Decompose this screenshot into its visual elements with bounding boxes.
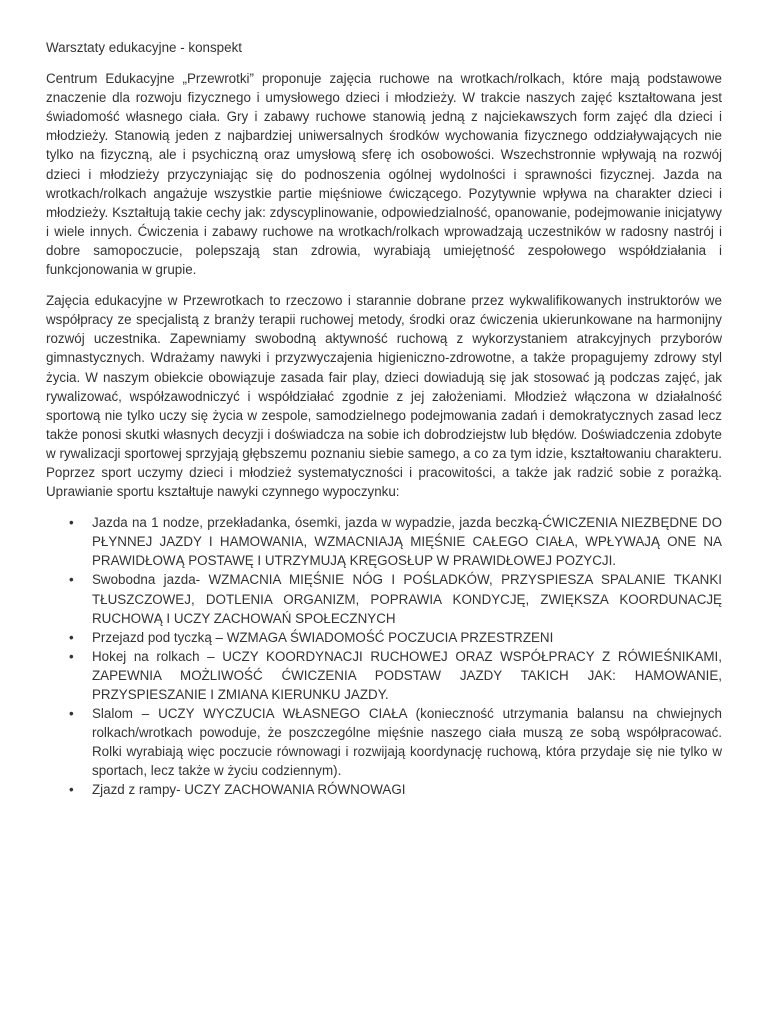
list-item-text: Slalom – UCZY WYCZUCIA WŁASNEGO CIAŁA (konieczność utrzymania balansu na chwiejnych rolkach/wrotkach powoduje, że poszczególne mięśnie naszego ciała muszą ze sobą współpracować. Rolki wyrabiają więc poczucie równowagi i rozwijają koordynację ruchową, która przydaje się nie tylko w sportach, lecz także w życiu codziennym). [92,706,722,779]
exercise-list [46,513,722,799]
classes-paragraph: Zajęcia edukacyjne w Przewrotkach to rzeczowo i starannie dobrane przez wykwalifikowanych instruktorów we współpracy ze specjalistą z branży terapii ruchowej metody, środki oraz ćwiczenia ukierunkowane na harmonijny rozwój uczestnika. Zapewniamy swobodną aktywność ruchową z wykorzystaniem atrakcyjnych przyborów gimnastycznych. Wdrażamy nawyki i przyzwyczajenia higieniczno-zdrowotne, a także propagujemy zdrowy styl życia. W naszym obiekcie obowiązuje zasada fair play, dzieci dowiadują się jak stosować ją podczas zajęć, jak rywalizować, współzawodniczyć i współdziałać zgodnie z jej założeniami. Młodzież włączona w działalność sportową nie tylko uczy się życia w zespole, samodzielnego podejmowania zadań i demokratycznych zasad lecz także ponosi skutki własnych decyzji i doświadcza na sobie ich dobrodziejstw lub błędów. Doświadczenia zdobyte w rywalizacji sportowej sprzyjają głębszemu poznaniu siebie samego, a co za tym idzie, kształtowaniu charakteru. Poprzez sport uczymy dzieci i młodzież systematyczności i pracowitości, a także jak radzić sobie z porażką. Uprawianie sportu kształtuje nawyki czynnego wypoczynku: [46,293,722,500]
list-item-text: Hokej na rolkach – UCZY KOORDYNACJI RUCHOWEJ ORAZ WSPÓŁPRACY Z RÓWIEŚNIKAMI, ZAPEWNIA MOŻLIWOŚĆ ĆWICZENIA PODSTAW JAZDY TAKICH JAK: HAMOWANIE, PRZYSPIESZANIE I ZMIANA KIERUNKU JAZDY. [92,648,722,702]
list-item-text: Zjazd z rampy- UCZY ZACHOWANIA RÓWNOWAGI [92,782,406,798]
list-item [46,704,722,780]
bullet-icon: • [69,706,74,722]
list-item-text: Swobodna jazda- WZMACNIA MIĘŚNIE NÓG I POŚLADKÓW, PRZYSPIESZA SPALANIE TKANKI TŁUSZCZOWEJ, DOTLENIA ORGANIZM, POPRAWIA KONDYCJĘ, ZWIĘKSZA KOORDUNACJĘ RUCHOWĄ I UCZY ZACHOWAŃ SPOŁECZNYCH [92,572,722,626]
bullet-icon: • [69,782,74,798]
list-item-text: Przejazd pod tyczką – WZMAGA ŚWIADOMOŚĆ POCZUCIA PRZESTRZENI [92,629,554,645]
list-item [46,780,722,799]
list-item [46,628,722,647]
list-item-text: Jazda na 1 nodze, przekładanka, ósemki, jazda w wypadzie, jazda beczką-ĆWICZENIA NIEZBĘDNE DO PŁYNNEJ JAZDY I HAMOWANIA, WZMACNIAJĄ MIĘŚNIE CAŁEGO CIAŁA, WPŁYWAJĄ ONE NA PRAWIDŁOWĄ POSTAWĘ I UTRZYMUJĄ KRĘGOSŁUP W PRAWIDŁOWEJ POZYCJI. [92,515,722,569]
list-item [46,513,722,570]
bullet-icon: • [69,648,74,664]
document-title: Warsztaty edukacyjne - konspekt [46,40,242,55]
bullet-icon: • [69,629,74,645]
bullet-icon: • [69,572,74,588]
bullet-icon: • [69,515,74,531]
intro-paragraph: Centrum Edukacyjne „Przewrotki” proponuje zajęcia ruchowe na wrotkach/rolkach, które mają podstawowe znaczenie dla rozwoju fizycznego i umysłowego dzieci i młodzieży. W trakcie naszych zajęć kształtowana jest świadomość własnego ciała. Gry i zabawy ruchowe stanowią jedną z najciekawszych form zajęć dla dzieci i młodzieży. Stanowią jeden z najbardziej uniwersalnych środków wychowania fizycznego oddziaływających nie tylko na fizyczną, ale i psychiczną oraz umysłową sferę ich osobowości. Wszechstronnie wpływają na rozwój dzieci i młodzieży przyczyniając się do podnoszenia ogólnej wydolności i sprawności fizycznej. Jazda na wrotkach/rolkach angażuje wszystkie partie mięśniowe ćwiczącego. Pozytywnie wpływa na charakter dzieci i młodzieży. Kształtują takie cechy jak: zdyscyplinowanie, odpowiedzialność, opanowanie, podejmowanie inicjatywy i wiele innych. Ćwiczenia i zabawy ruchowe na wrotkach/rolkach wprowadzają uczestników w radosny nastrój i dobre samopoczucie, polepszają stan zdrowia, wyrabiają umiejętność zespołowego współdziałania i funkcjonowania w grupie. [46,71,722,278]
document-page [46,38,722,800]
list-item [46,570,722,627]
list-item [46,647,722,704]
